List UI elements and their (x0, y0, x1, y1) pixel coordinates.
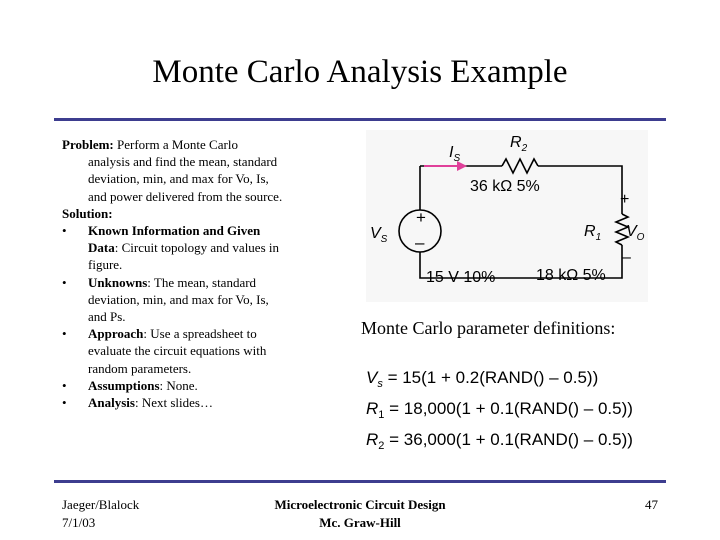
parameter-caption: Monte Carlo parameter definitions: (361, 318, 616, 338)
bullet-text: : Next slides… (134, 395, 213, 411)
equation-r2: $R_2 = 36,000(1$ + 0.1(RAND() – 0.5)) (366, 430, 633, 452)
bullet-text: : Circuit topology and values in (114, 240, 280, 256)
parameter-equations (366, 362, 633, 455)
vo-plus-sign: + (620, 191, 630, 208)
bullet-analysis (62, 394, 337, 411)
footer-book-title: Microelectronic Circuit Design (274, 497, 446, 512)
source-plus-sign: + (416, 208, 426, 227)
bullet-text: and Ps. (88, 309, 126, 325)
page-number: 47 (645, 497, 658, 512)
vs-value: 15 V 10% (426, 269, 496, 286)
bullet-assumptions (62, 377, 337, 394)
problem-line: analysis and find the mean, standard (88, 154, 278, 170)
bullet-text: figure. (88, 257, 123, 273)
slide-title: Monte Carlo Analysis Example (152, 54, 568, 90)
title-divider (54, 118, 666, 121)
solution-label: Solution: (62, 205, 113, 221)
bullet-heading: Known Information and Given (88, 223, 261, 239)
bullet-known-information (62, 222, 337, 274)
is-label: $I_S$ (449, 144, 461, 164)
bullet-symbol: • (62, 274, 67, 290)
problem-line: deviation, min, and max for Vo, Is, (88, 171, 269, 187)
r1-value: 18 kΩ 5% (536, 267, 606, 284)
problem-line (62, 136, 337, 153)
r2-value: 36 kΩ 5% (470, 178, 540, 195)
r2-label: $R_2$ (510, 134, 528, 154)
footer-book-block (260, 496, 460, 532)
vo-minus-sign: – (622, 249, 631, 266)
bullet-text: evaluate the circuit equations with (88, 343, 267, 359)
footer-author-block (62, 496, 139, 532)
bullet-unknowns (62, 274, 337, 326)
footer-publisher: Mc. Graw-Hill (319, 515, 401, 530)
bullet-heading: Assumptions (88, 377, 160, 393)
r1-label: $R_1$ (584, 223, 602, 243)
bullet-text: : Use a spreadsheet to (143, 326, 257, 342)
equation-r1: $R_1 = 18,000(1$ + 0.1(RAND() – 0.5)) (366, 399, 633, 421)
bullet-heading: Unknowns (88, 274, 148, 290)
problem-text: Perform a Monte Carlo (117, 137, 238, 152)
bullet-heading: Data (88, 240, 115, 256)
footer-divider (54, 480, 666, 483)
bullet-symbol: • (62, 395, 67, 411)
bullet-heading: Analysis (88, 395, 135, 411)
footer-date: 7/1/03 (62, 515, 96, 530)
circuit-diagram (366, 130, 648, 302)
vo-label: $V_O$ (626, 223, 645, 243)
bullet-text: : None. (159, 377, 198, 393)
bullet-symbol: • (62, 223, 67, 239)
problem-label: Problem: (62, 137, 114, 152)
bullet-symbol: • (62, 377, 67, 393)
bullet-approach (62, 325, 337, 377)
problem-line: and power delivered from the source. (88, 188, 283, 204)
bullet-symbol: • (62, 326, 67, 342)
bullet-text: random parameters. (88, 360, 192, 376)
bullet-text: : The mean, standard (147, 274, 257, 290)
bullet-heading: Approach (88, 326, 144, 342)
bullet-text: deviation, min, and max for Vo, Is, (88, 291, 269, 307)
footer-author: Jaeger/Blalock (62, 497, 140, 512)
source-minus-sign: – (415, 233, 425, 252)
vs-label: $V_S$ (370, 225, 388, 245)
equation-vs: $V_s = 15(1$ + 0.2(RAND() – 0.5)) (366, 368, 599, 390)
problem-solution-text (62, 136, 337, 411)
